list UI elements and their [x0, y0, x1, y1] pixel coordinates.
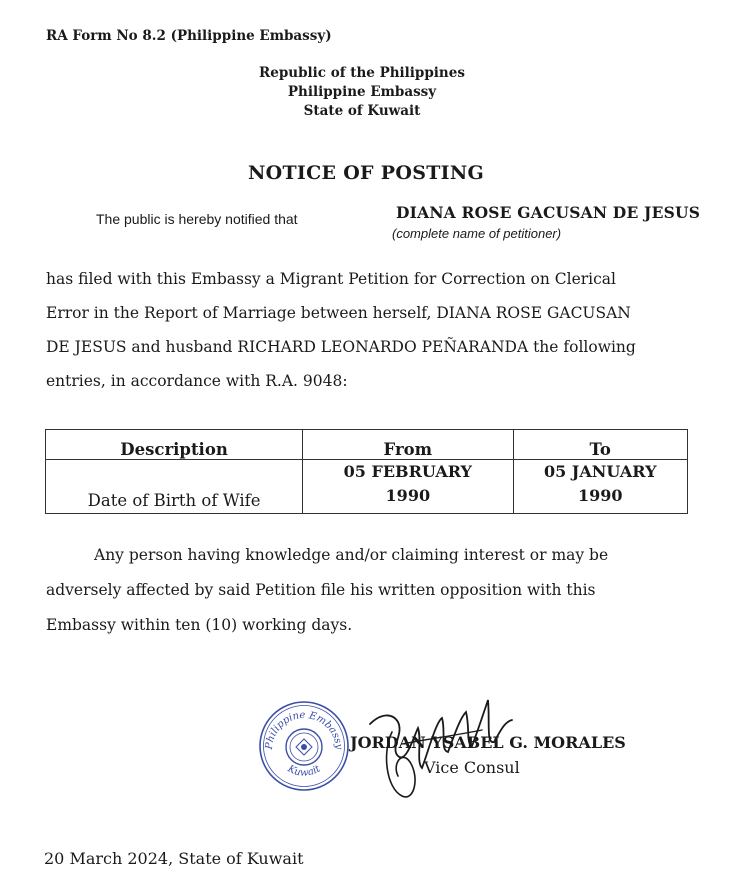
correction-table [45, 429, 688, 514]
cell-description: Date of Birth of Wife [46, 460, 303, 514]
table-row [46, 460, 688, 514]
opposition-line: Embassy within ten (10) working days. [46, 616, 353, 634]
document-title: NOTICE OF POSTING [247, 162, 485, 184]
petition-body-line: has filed with this Embassy a Migrant Petition for Correction on Clerical [46, 270, 617, 288]
seal-text-bottom: Kuwait [285, 763, 323, 779]
seal-text-top: Philippine Embassy [263, 709, 345, 750]
date-and-place: 20 March 2024, State of Kuwait [44, 849, 304, 868]
signatory-name: JORDAN YSABEL G. MORALES [350, 733, 626, 752]
cell-from-year: 1990 [385, 486, 431, 505]
letterhead-country: Republic of the Philippines [259, 65, 465, 81]
header-from: From [303, 430, 513, 460]
cell-from [303, 460, 513, 514]
petition-body-line: entries, in accordance with R.A. 9048: [46, 372, 348, 390]
opposition-line: adversely affected by said Petition file his written opposition with this [46, 581, 596, 599]
petition-body-line: DE JESUS and husband RICHARD LEONARDO PEÑARANDA the following [46, 338, 636, 356]
cell-to [513, 460, 688, 514]
petition-body-line: Error in the Report of Marriage between herself, DIANA ROSE GACUSAN [46, 304, 631, 322]
petitioner-name: DIANA ROSE GACUSAN DE JESUS [396, 203, 701, 222]
letterhead [0, 64, 728, 121]
opposition-notice [46, 538, 691, 643]
embassy-seal-icon [258, 700, 350, 792]
letterhead-office: Philippine Embassy [287, 84, 437, 100]
opposition-line: Any person having knowledge and/or claiming interest or may be [94, 546, 609, 564]
table-header-row [46, 430, 688, 460]
header-description: Description [46, 430, 303, 460]
letterhead-location: State of Kuwait [303, 103, 421, 119]
signatory-title: Vice Consul [424, 758, 520, 777]
notice-intro: The public is hereby notified that [96, 211, 298, 227]
cell-to-year: 1990 [577, 486, 623, 505]
petition-body [46, 262, 694, 398]
form-number: RA Form No 8.2 (Philippine Embassy) [46, 28, 332, 44]
petitioner-caption: (complete name of petitioner) [392, 226, 562, 241]
header-to: To [513, 430, 688, 460]
handwritten-signature-icon [362, 692, 532, 804]
cell-to-date: 05 JANUARY [543, 462, 657, 481]
cell-from-date: 05 FEBRUARY [343, 462, 472, 481]
